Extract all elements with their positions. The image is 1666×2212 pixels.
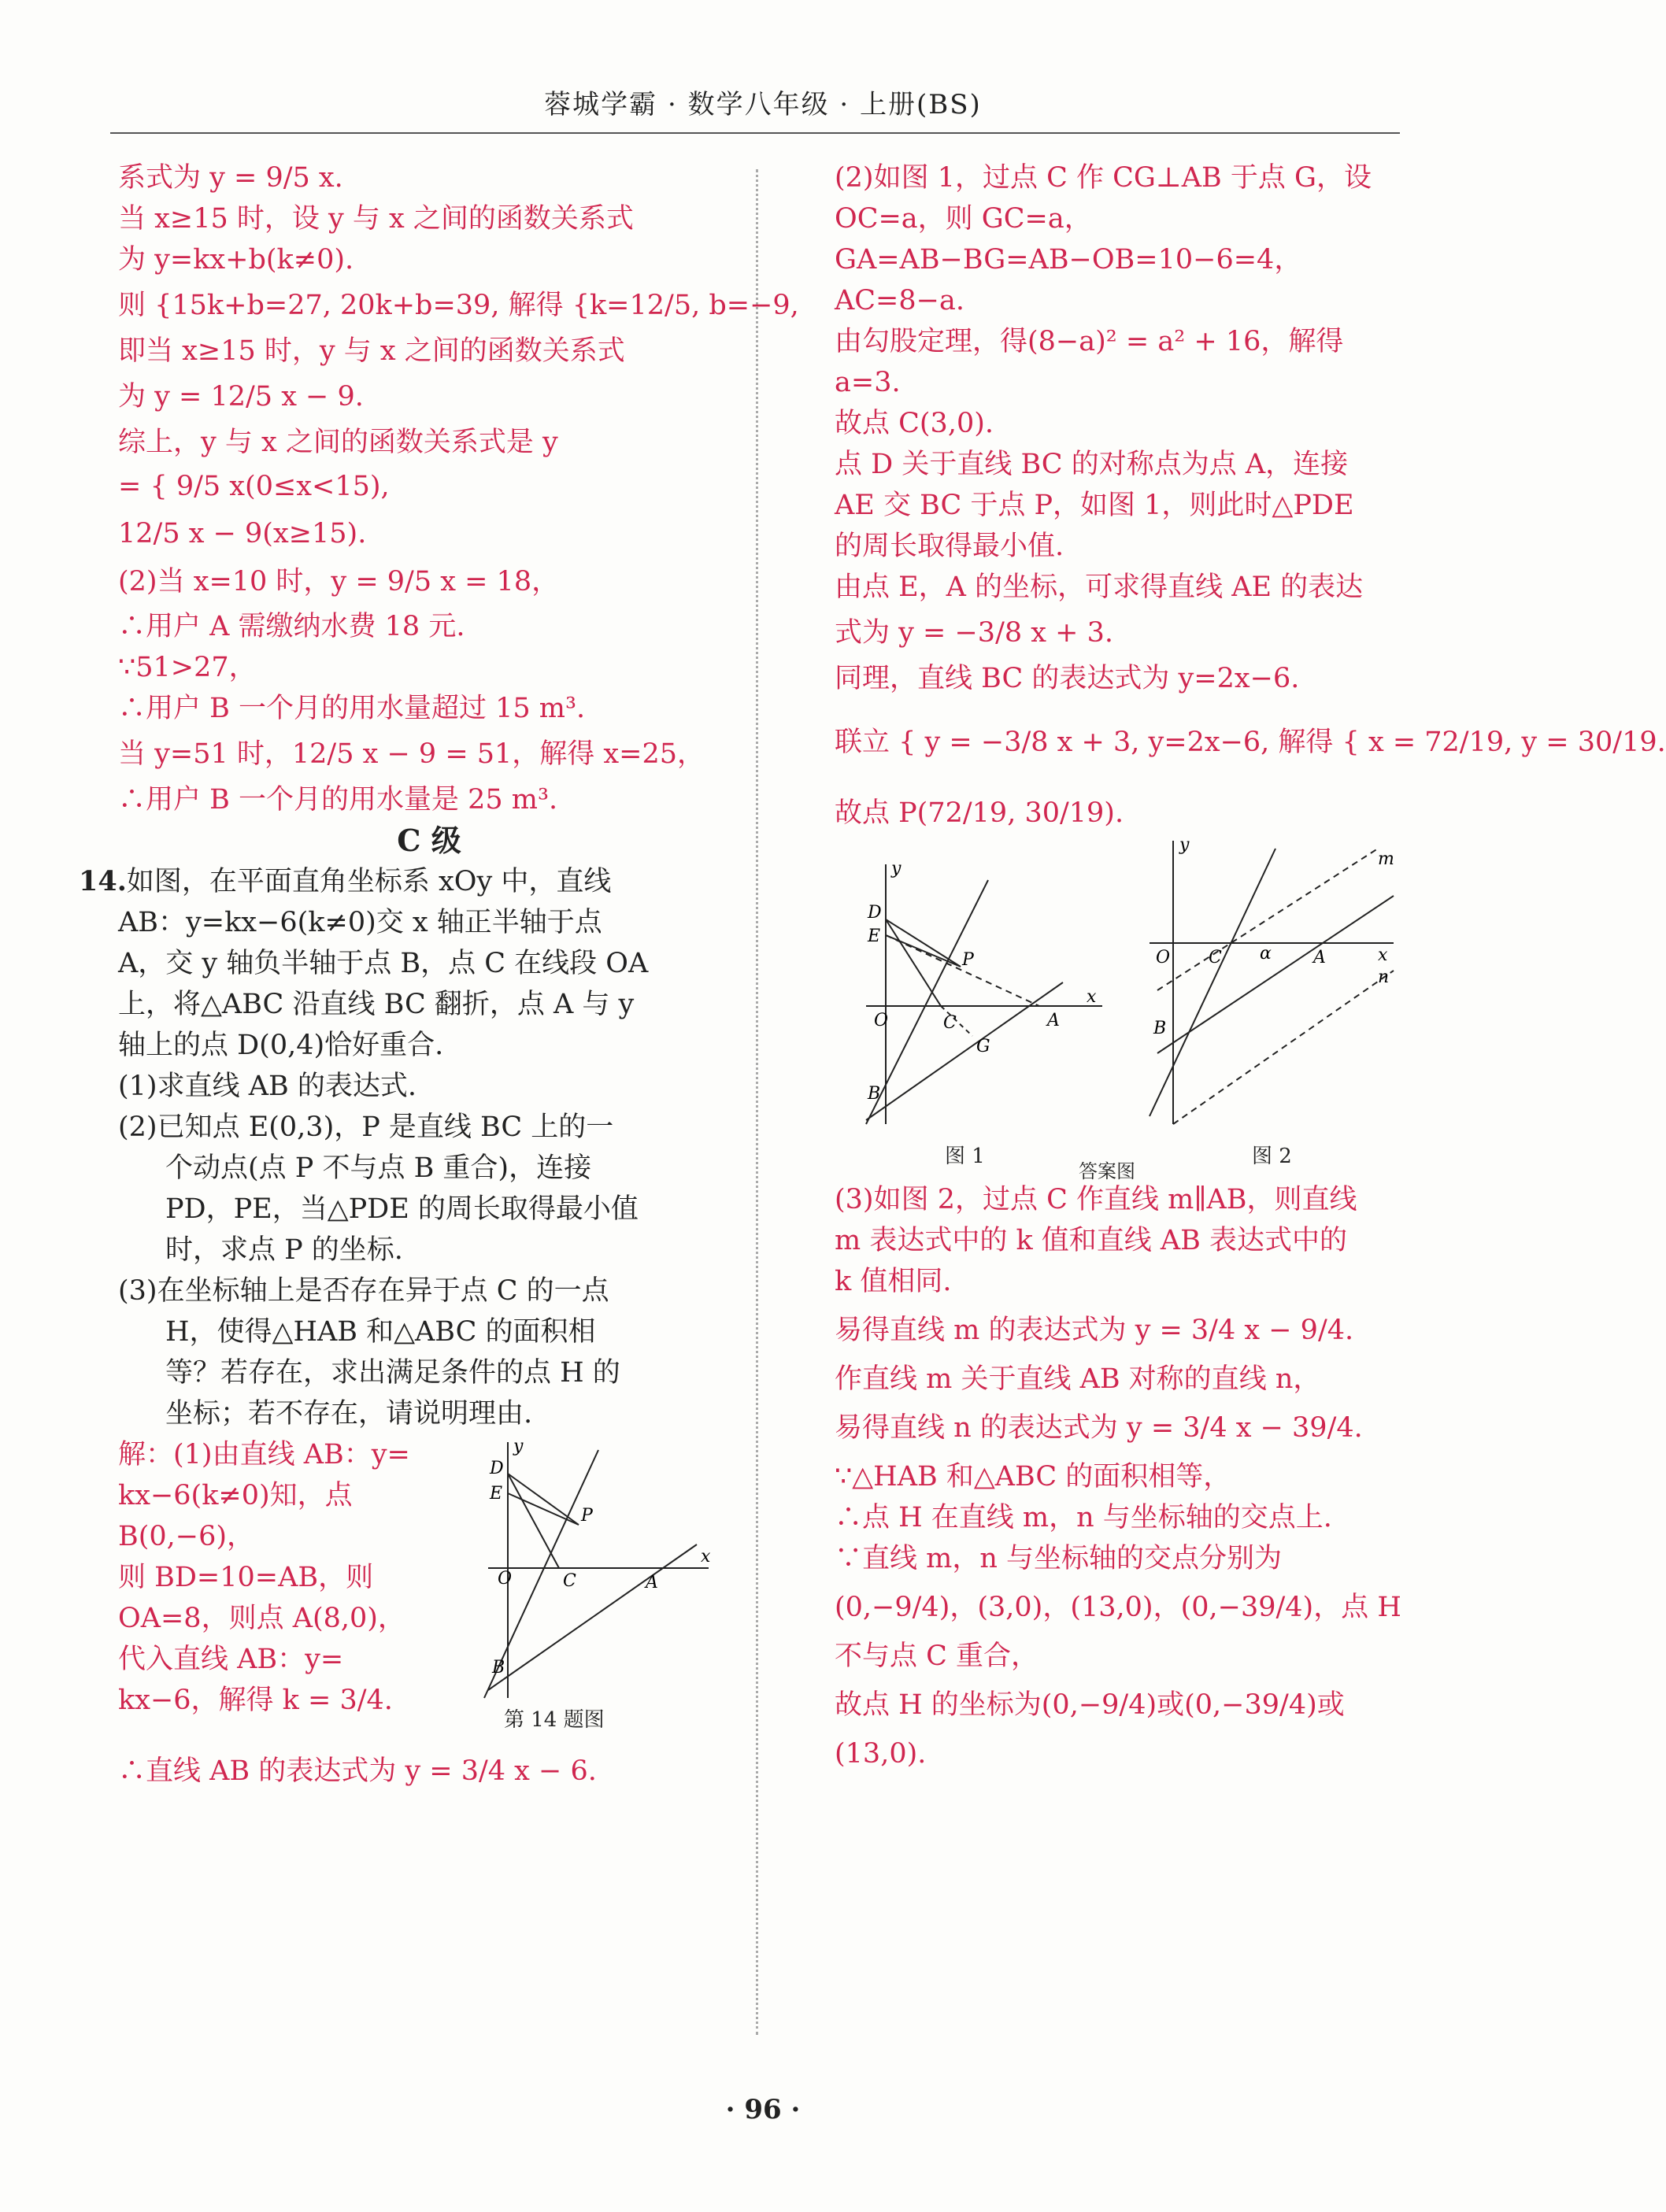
text-line: GA=AB−BG=AB−OB=10−6=4，	[835, 244, 1302, 276]
text-line: ∴用户 B 一个月的用水量是 25 m³.	[118, 784, 558, 816]
right-column	[835, 157, 1666, 1774]
answer-figures	[835, 835, 1417, 1182]
level-heading: C 级	[397, 823, 461, 858]
text-line: ∴直线 AB 的表达式为 y = 3/4 x − 6.	[118, 1755, 597, 1787]
label-A: A	[1313, 948, 1326, 967]
text-line: m 表达式中的 k 值和直线 AB 表达式中的	[835, 1225, 1348, 1256]
text-line: (2)已知点 E(0,3)，P 是直线 BC 上的一	[118, 1112, 614, 1143]
text-line: AE 交 BC 于点 P，如图 1，则此时△PDE	[835, 490, 1354, 521]
label-alpha: α	[1260, 944, 1272, 964]
answer-figure-2	[1142, 833, 1409, 1132]
text-line: 式为 y = −3/8 x + 3.	[835, 617, 1113, 649]
label-D: D	[490, 1459, 504, 1478]
text-line: 则 {15k+b=27, 20k+b=39, 解得 {k=12/5, b=−9,	[118, 290, 799, 321]
text-line: a=3.	[835, 367, 901, 398]
text-line: (3)如图 2，过点 C 作直线 m∥AB，则直线	[835, 1184, 1357, 1215]
text-line: ∴用户 B 一个月的用水量超过 15 m³.	[118, 693, 586, 724]
label-x: x	[1087, 987, 1097, 1007]
figure-1-caption: 图 1	[945, 1145, 985, 1168]
text-line: ∵51>27，	[118, 652, 257, 683]
label-m: m	[1378, 849, 1394, 869]
figure-2-caption: 图 2	[1252, 1145, 1292, 1168]
text-line: 即当 x≥15 时，y 与 x 之间的函数关系式	[118, 335, 625, 367]
label-E: E	[868, 927, 881, 946]
text-line: 为 y=kx+b(k≠0).	[118, 244, 354, 276]
text-line: 综上，y 与 x 之间的函数关系式是 y	[118, 427, 558, 458]
text-line: 则 BD=10=AB，则	[118, 1562, 374, 1593]
label-P: P	[962, 950, 974, 970]
label-E: E	[490, 1484, 503, 1504]
text-line: 由勾股定理，得(8−a)² = a² + 16，解得	[835, 326, 1344, 357]
text-line: 时，求点 P 的坐标.	[165, 1234, 403, 1266]
text-line: ∵直线 m，n 与坐标轴的交点分别为	[835, 1543, 1282, 1574]
label-D: D	[868, 903, 882, 923]
label-G: G	[976, 1037, 990, 1056]
label-A: A	[646, 1573, 658, 1592]
text-line: 故点 C(3,0).	[835, 408, 994, 439]
text-line: 轴上的点 D(0,4)恰好重合.	[118, 1030, 444, 1061]
text-line: A，交 y 轴负半轴于点 B，点 C 在线段 OA	[118, 948, 649, 979]
text-line: 同理，直线 BC 的表达式为 y=2x−6.	[835, 663, 1300, 694]
label-O: O	[1156, 948, 1171, 967]
text-line: 12/5 x − 9(x≥15).	[118, 518, 367, 549]
solution-with-figure	[118, 1434, 740, 1733]
text-line: 由点 E，A 的坐标，可求得直线 AE 的表达	[835, 571, 1364, 603]
text-line: 坐标；若不存在，请说明理由.	[165, 1398, 533, 1430]
solution-continued	[118, 157, 799, 820]
text-line: ∵△HAB 和△ABC 的面积相等，	[835, 1461, 1231, 1493]
label-x: x	[1378, 945, 1388, 965]
text-line: 易得直线 m 的表达式为 y = 3/4 x − 9/4.	[835, 1315, 1354, 1346]
text-line: 故点 H 的坐标为(0,−9/4)或(0,−39/4)或	[835, 1689, 1345, 1721]
question-14	[79, 861, 740, 1434]
text-line: 的周长取得最小值.	[835, 531, 1064, 562]
column-divider	[756, 169, 758, 2035]
label-C: C	[563, 1571, 576, 1591]
figure-question-14	[480, 1434, 716, 1702]
label-A: A	[1047, 1011, 1060, 1030]
text-line: (1)求直线 AB 的表达式.	[118, 1071, 416, 1102]
label-y: y	[891, 859, 901, 879]
label-y: y	[513, 1437, 524, 1456]
text-line: = { 9/5 x(0≤x<15),	[118, 471, 390, 502]
label-O: O	[498, 1569, 513, 1589]
text-line: 当 y=51 时，12/5 x − 9 = 51，解得 x=25，	[118, 738, 705, 770]
text-line: 为 y = 12/5 x − 9.	[118, 381, 364, 412]
answer-figure-1	[858, 849, 1110, 1132]
label-P: P	[581, 1506, 593, 1526]
text-line: (2)当 x=10 时，y = 9/5 x = 18，	[118, 566, 560, 597]
page-number: · 96 ·	[725, 2094, 801, 2125]
label-C: C	[1209, 948, 1222, 967]
text-line: 系式为 y = 9/5 x.	[118, 162, 343, 194]
label-C: C	[943, 1013, 957, 1033]
text-line: (3)在坐标轴上是否存在异于点 C 的一点	[118, 1275, 609, 1307]
text-line: 联立 { y = −3/8 x + 3, y=2x−6, 解得 { x = 72/19, y = 30/19.	[835, 727, 1666, 758]
text-line: B(0,−6)，	[118, 1521, 255, 1552]
text-line: (0,−9/4)，(3,0)，(13,0)，(0,−39/4)，点 H	[835, 1592, 1401, 1623]
text-line: (13,0).	[835, 1738, 927, 1770]
text-line: H，使得△HAB 和△ABC 的面积相	[165, 1316, 596, 1348]
question-number: 14.	[79, 865, 127, 897]
label-B: B	[492, 1658, 505, 1677]
text-line: k 值相同.	[835, 1266, 952, 1297]
text-line: ∴点 H 在直线 m，n 与坐标轴的交点上.	[835, 1502, 1332, 1533]
answer-figure-caption: 答案图	[1079, 1160, 1135, 1182]
text-line: 个动点(点 P 不与点 B 重合)，连接	[165, 1152, 592, 1184]
text-line: OA=8，则点 A(8,0)，	[118, 1603, 405, 1634]
label-B: B	[1153, 1019, 1167, 1038]
text-line: 如图，在平面直角坐标系 xOy 中，直线	[126, 866, 612, 897]
label-n: n	[1378, 967, 1390, 987]
text-line: 解：(1)由直线 AB：y=	[118, 1439, 410, 1470]
solution-part1	[118, 1434, 480, 1721]
text-line: AB：y=kx−6(k≠0)交 x 轴正半轴于点	[118, 907, 602, 938]
label-y: y	[1179, 835, 1190, 855]
text-line: 故点 P(72/19, 30/19).	[835, 797, 1124, 829]
page-header: 蓉城学霸 · 数学八年级 · 上册(BS)	[544, 89, 982, 120]
label-x: x	[701, 1547, 711, 1567]
text-line: ∴用户 A 需缴纳水费 18 元.	[118, 611, 465, 642]
text-line: 易得直线 n 的表达式为 y = 3/4 x − 39/4.	[835, 1412, 1363, 1444]
text-line: (2)如图 1，过点 C 作 CG⊥AB 于点 G，设	[835, 162, 1372, 194]
text-line: 上，将△ABC 沿直线 BC 翻折，点 A 与 y	[118, 989, 635, 1020]
label-O: O	[874, 1011, 889, 1030]
text-line: kx−6(k≠0)知，点	[118, 1480, 353, 1511]
label-B: B	[868, 1084, 881, 1104]
figure-caption: 第 14 题图	[504, 1708, 605, 1732]
text-line: OC=a，则 GC=a，	[835, 203, 1092, 235]
text-line: AC=8−a.	[835, 285, 964, 316]
text-line: kx−6，解得 k = 3/4.	[118, 1685, 393, 1716]
text-line: 当 x≥15 时，设 y 与 x 之间的函数关系式	[118, 203, 634, 235]
text-line: 作直线 m 关于直线 AB 对称的直线 n，	[835, 1363, 1321, 1395]
text-line: 等？若存在，求出满足条件的点 H 的	[165, 1357, 620, 1389]
header-rule	[110, 132, 1400, 134]
left-column	[79, 157, 799, 1796]
text-line: 不与点 C 重合，	[835, 1641, 1039, 1672]
text-line: 点 D 关于直线 BC 的对称点为点 A，连接	[835, 449, 1349, 480]
text-line: PD，PE，当△PDE 的周长取得最小值	[165, 1193, 639, 1225]
text-line: 代入直线 AB：y=	[118, 1644, 344, 1675]
